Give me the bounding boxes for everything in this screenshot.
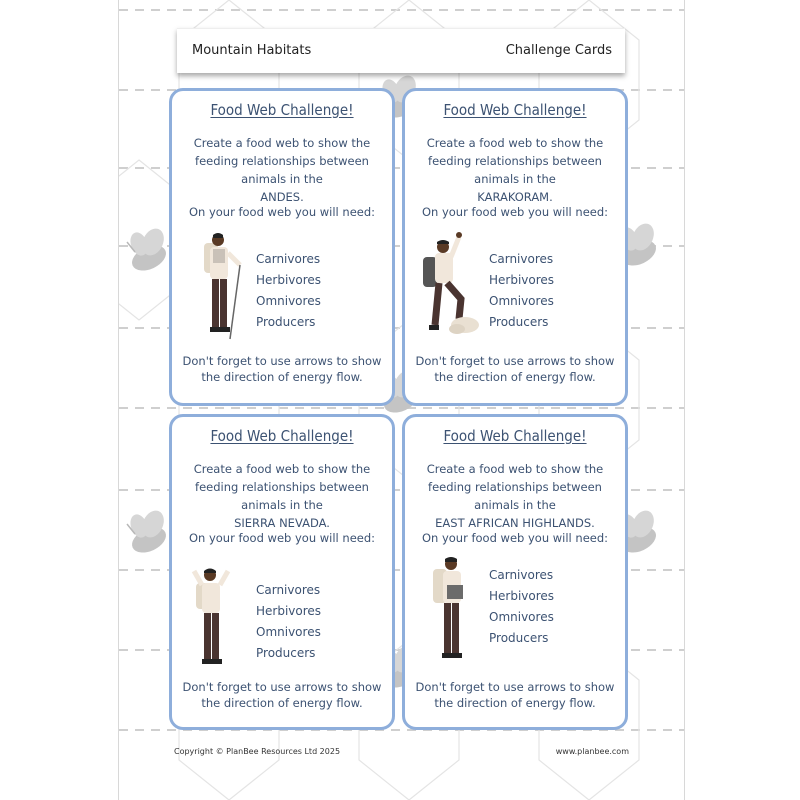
list-item: Producers [489, 315, 549, 329]
list-item: Herbivores [256, 604, 322, 618]
card-reminder: Don't forget to use arrows to show the direction of energy flow. [415, 354, 615, 384]
list-item: Producers [489, 631, 549, 645]
list-item: Omnivores [256, 294, 321, 308]
hiker-waving-icon [188, 565, 238, 675]
card-title: Food Web Challenge! [210, 427, 354, 445]
list-item: Herbivores [256, 273, 322, 287]
card-need-label: On your food web you will need: [421, 531, 609, 545]
card-title: Food Web Challenge! [443, 427, 587, 445]
card-item-list [489, 565, 554, 649]
list-item: Producers [256, 315, 316, 329]
card-intro: Create a food web to show the feeding relationships between animals in the SIERRA NEVADA. [193, 462, 371, 530]
list-item: Carnivores [489, 252, 554, 266]
card-region: EAST AFRICAN HIGHLANDS. [435, 516, 595, 530]
card-region: SIERRA NEVADA. [234, 516, 330, 530]
hiker-with-pole-icon [194, 231, 250, 347]
card-need-label: On your food web you will need: [188, 531, 376, 545]
copyright-notice: Copyright © PlanBee Resources Ltd 2025 [174, 747, 341, 756]
card-intro: Create a food web to show the feeding relationships between animals in the ANDES. [193, 136, 371, 204]
hiker-with-map-icon [427, 555, 479, 669]
challenge-card-andes [169, 88, 395, 406]
list-item: Carnivores [256, 583, 321, 597]
list-item: Omnivores [256, 625, 321, 639]
card-reminder: Don't forget to use arrows to show the direction of energy flow. [415, 680, 615, 710]
list-item: Carnivores [256, 252, 321, 266]
card-intro: Create a food web to show the feeding relationships between animals in the EAST AFRICAN HIGHLANDS. [426, 462, 604, 530]
list-item: Carnivores [489, 568, 554, 582]
card-reminder: Don't forget to use arrows to show the direction of energy flow. [182, 680, 382, 710]
list-item: Omnivores [489, 294, 554, 308]
card-need-label: On your food web you will need: [188, 205, 376, 219]
card-need-label: On your food web you will need: [421, 205, 609, 219]
list-item: Herbivores [489, 273, 555, 287]
card-title: Food Web Challenge! [443, 101, 587, 119]
challenge-card-east-african-highlands [402, 414, 628, 730]
card-region: KARAKORAM. [477, 190, 553, 204]
challenge-card-karakoram [402, 88, 628, 406]
card-title: Food Web Challenge! [210, 101, 354, 119]
topic-label: Mountain Habitats [192, 43, 312, 58]
list-item: Producers [256, 646, 316, 660]
resource-type-label: Challenge Cards [505, 43, 612, 58]
card-intro: Create a food web to show the feeding relationships between animals in the KARAKORAM. [426, 136, 604, 204]
website-link[interactable]: www.planbee.com [555, 747, 629, 756]
card-item-list [489, 249, 554, 333]
card-region: ANDES. [260, 190, 304, 204]
list-item: Herbivores [489, 589, 555, 603]
hiker-climbing-icon [417, 229, 487, 345]
list-item: Omnivores [489, 610, 554, 624]
worksheet-page [118, 0, 685, 800]
page-header [177, 28, 625, 73]
card-reminder: Don't forget to use arrows to show the direction of energy flow. [182, 354, 382, 384]
card-item-list [256, 249, 321, 333]
card-item-list [256, 580, 321, 664]
challenge-card-sierra-nevada [169, 414, 395, 730]
